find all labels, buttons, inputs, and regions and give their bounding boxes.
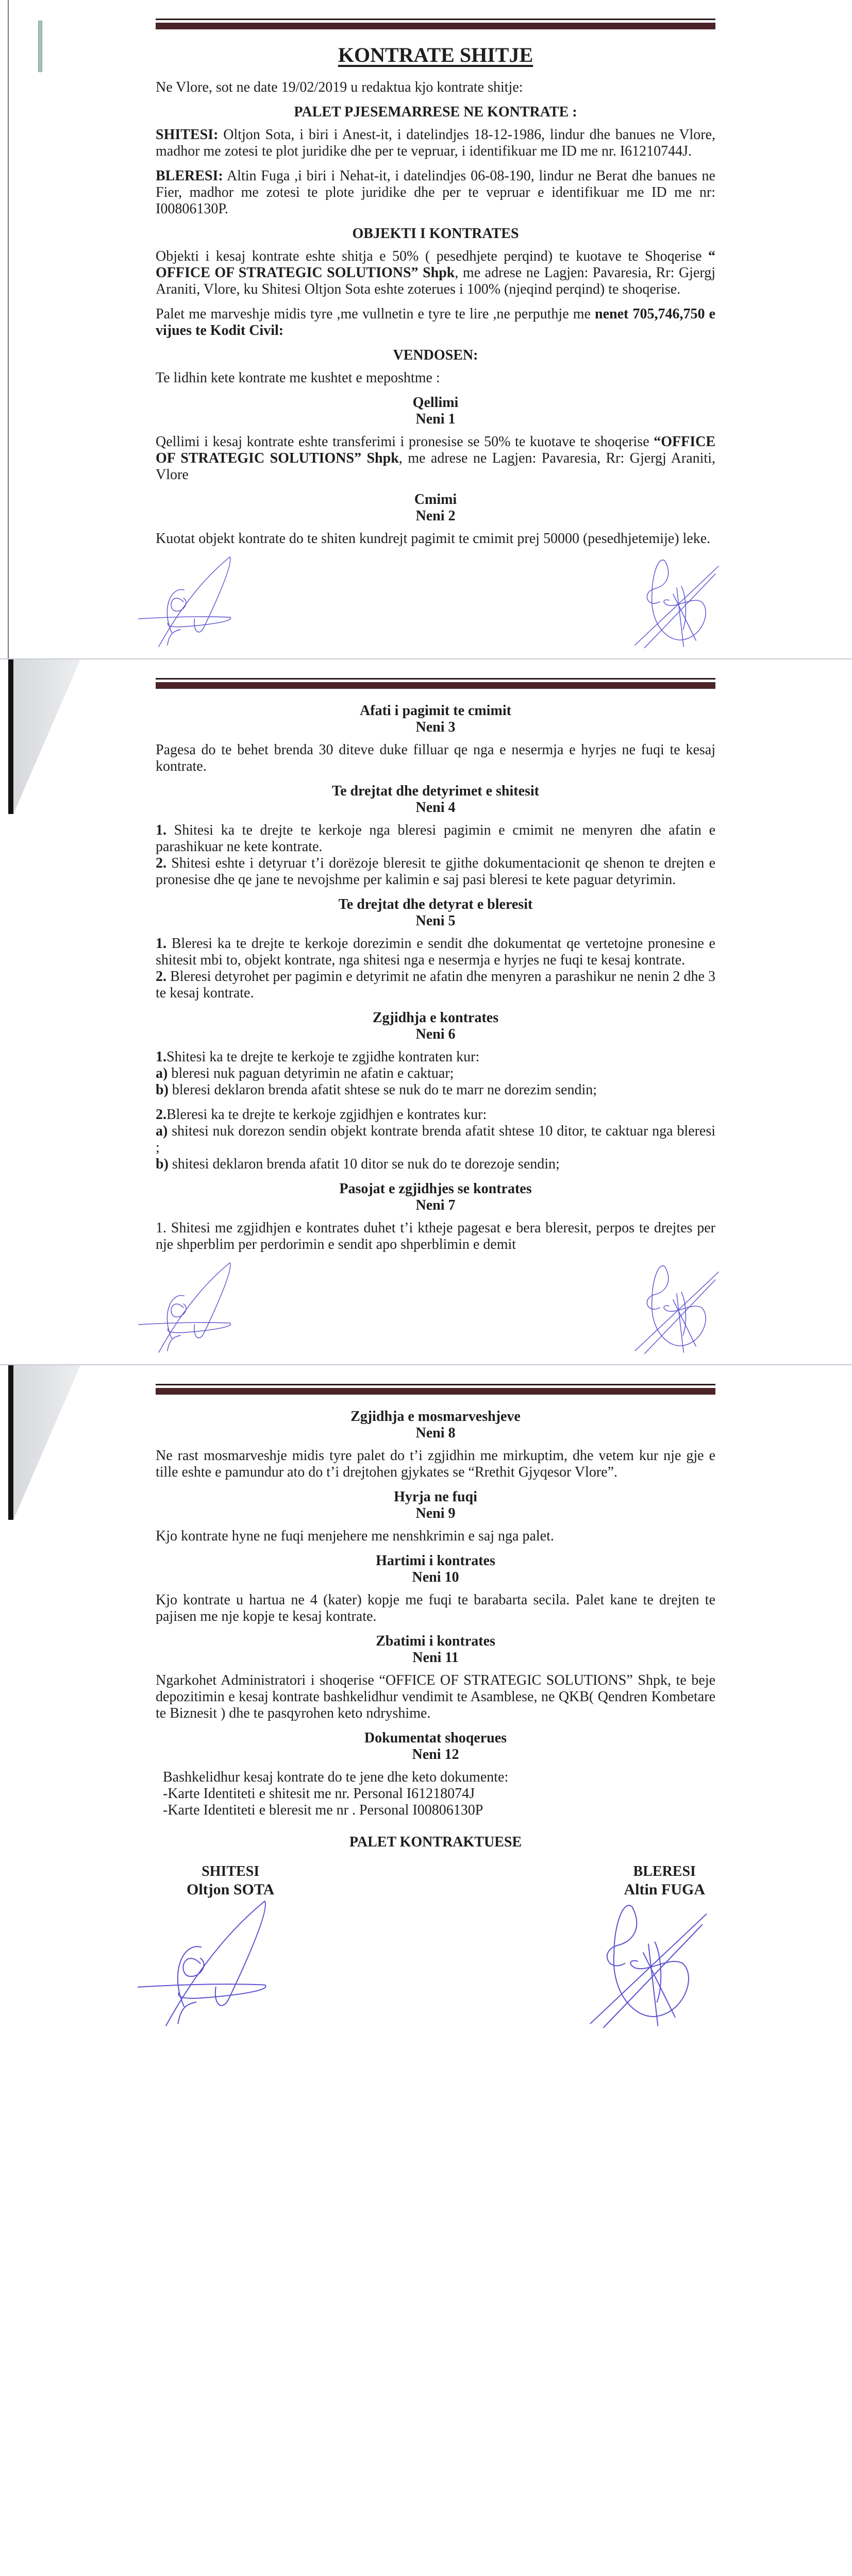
article-10-heading: Hartimi i kontrates Neni 10 [376,1553,495,1585]
signature-stroke [681,1292,686,1335]
signature-row [135,1899,726,2028]
signature-stroke [171,1304,186,1317]
seller-signature [135,1899,274,2028]
decided-heading: VENDOSEN: [393,347,478,363]
header-rule [156,19,715,30]
date-line: Ne Vlore, sot ne date 19/02/2019 u redaktua kjo kontrate shitje: [156,79,523,95]
buyer-paragraph: BLERESI: Altin Fuga ,i biri i Nehat-it, i datelindjes 06-08-190, lindur ne Berat dhe banues ne Fier, madhor me zotesi te plote juridike dhe per te vepruar e identifikuar me ID me nr: I00806130P. [156,168,715,217]
document-title: KONTRATE SHITJE [338,43,533,66]
object-paragraph: Objekti i kesaj kontrate eshte shitja e 50% ( pesedhjete perqind) te kuotave te Shoqerise “ OFFICE OF STRATEGIC SOLUTIONS” Shpk, me adrese ne Lagjen: Pavaresia, Rr: Gjergj Araniti, Vlore, ku Shitesi Oltjon Sota eshte zoterues i 100% (njeqind perqind) te shoqerise. [156,248,715,297]
scan-shadow [8,659,13,814]
signature-stroke [604,1925,703,2028]
seller-role: SHITESI [202,1863,260,1879]
signature-stroke [643,1953,675,2017]
buyer-signature [571,1899,726,2028]
page-edge [8,0,9,658]
buyer-signature [628,1261,726,1354]
signature-stroke [168,630,180,645]
signature-stroke [138,1984,266,1998]
article-10-text: Kjo kontrate u hartua ne 4 (kater) kopje me fuqi te barabarta secila. Palet kane te drejten te pajisen me nje kopje te kesaj kontrate. [156,1592,715,1624]
staple-icon [38,21,42,72]
conditions-intro: Te lidhin kete kontrate me kushtet e meposhtme : [156,370,440,386]
list-item: b) bleresi deklaron brenda afatit shtese se nuk do te marr ne dorezim sendin; [156,1082,597,1098]
article-8-text: Ne rast mosmarveshje midis tyre palet do t’i zgjidhin me mirkuptim, dhe vetem kur nje gje e tille eshte e pamundur ato do t’i drejtohen gjykates se “Rrethit Gjyqesor Vlore”. [156,1448,715,1480]
buyer-role: BLERESI [633,1863,696,1879]
list-item: a) bleresi nuk paguan detyrimin ne afatin e caktuar; [156,1065,454,1081]
article-12-heading: Dokumentat shoqerues Neni 12 [364,1730,507,1762]
buyer-label: BLERESI: [156,168,223,184]
signature-stroke [591,1914,707,2024]
article-5-heading: Te drejtat dhe detyrat e bleresit Neni 5 [338,896,533,929]
signature-stroke [168,1335,180,1351]
buyer-signatory [624,1863,706,1899]
buyer-signature [628,555,726,648]
signature-stroke [677,588,683,647]
signature-stroke [183,1958,204,1976]
header-rule [156,1384,715,1395]
article-6-heading: Zgjidhja e kontrates Neni 6 [372,1010,499,1042]
article-7-heading: Pasojat e zgjidhjes se kontrates Neni 7 [339,1181,532,1213]
article-1-heading: Qellimi Neni 1 [412,395,459,427]
signature-stroke [635,566,719,645]
signature-row [135,1261,726,1354]
article-12-documents: Bashkelidhur kesaj kontrate do te jene dhe keto dokumente: -Karte Identiteti e shitesit me nr. Personal I61218074J -Karte Identiteti e bleresit me nr . Personal I00806130P [156,1769,715,1819]
list-item: -Karte Identiteti e shitesit me nr. Personal I61218074J [163,1786,475,1802]
object-heading: OBJEKTI I KONTRATES [352,226,519,242]
agreement-paragraph: Palet me marveshje midis tyre ,me vullnetin e tyre te lire ,ne perputhje me nenet 705,746,750 e vijues te Kodit Civil: [156,306,715,338]
signature-stroke [644,574,715,648]
signature-stroke [159,557,230,647]
signature-stroke [681,586,686,630]
parties-heading: PALET PJESEMARRESE NE KONTRATE : [294,104,577,120]
scan-shadow [8,1365,13,1520]
seller-signatory [187,1863,274,1899]
list-item: 1. Bleresi ka te drejte te kerkoje dorezimin e sendit dhe dokumentat qe vertetojne pronesine e shitesit mbi to, objekt kontrate, nga shitesi nga e nesermja e hyrjes ne fuqi te kesaj kontrate. [156,936,715,968]
signatories-heading: PALET KONTRAKTUESE [349,1834,522,1850]
signatories [187,1863,705,1899]
page-fold [13,659,80,814]
article-2-text: Kuotat objekt kontrate do te shiten kundrejt pagimit te cmimit prej 50000 (pesedhjetemije) leke. [156,531,711,547]
seller-signature [135,555,238,648]
signature-stroke [139,1323,230,1333]
signature-stroke [677,1294,683,1352]
seller-signature [135,1261,238,1354]
seller-label: SHITESI: [156,127,219,143]
article-3-text: Pagesa do te behet brenda 30 diteve duke filluar qe nga e nesermja e hyrjes ne fuqi te kesaj kontrate. [156,742,715,774]
list-item: b) shitesi deklaron brenda afatit 10 ditor se nuk do te dorezoje sendin; [156,1156,560,1172]
article-3-heading: Afati i pagimit te cmimit Neni 3 [360,703,511,735]
signature-stroke [673,1300,696,1346]
article-8-heading: Zgjidhja e mosmarveshjeve Neni 8 [350,1409,521,1441]
signature-stroke [159,1263,230,1352]
signature-stroke [644,1280,715,1354]
seller-termination: 1.Shitesi ka te drejte te kerkoje te zgjidhe kontraten kur: a) bleresi nuk paguan detyrimin ne afatin e caktuar; b) bleresi deklaron brenda afatit shtese se nuk do te marr ne dorezim sendin; [156,1049,715,1098]
article-9-heading: Hyrja ne fuqi Neni 9 [394,1489,477,1521]
signature-stroke [673,594,696,640]
signature-stroke [166,1901,265,2026]
article-9-text: Kjo kontrate hyne ne fuqi menjehere me nenshkrimin e saj nga palet. [156,1528,554,1544]
signature-stroke [648,1944,658,2026]
page-3 [0,1364,852,2038]
buyer-name: Altin FUGA [624,1881,705,1898]
seller-name: Oltjon SOTA [187,1881,275,1898]
list-item: 2. Bleresi detyrohet per pagimin e detyrimit ne afatin dhe menyren a parashikur ne nenin 2 dhe 3 te kesaj kontrate. [156,969,715,1001]
signature-stroke [171,598,186,611]
article-11-heading: Zbatimi i kontrates Neni 11 [376,1633,495,1666]
page-1 [0,0,852,658]
seller-paragraph: SHITESI: Oltjon Sota, i biri i Anest-it, i datelindjes 18-12-1986, lindur dhe banues ne Vlore, madhor me zotesi te plot juridike dhe per te vepruar, i identifikuar me ID me nr. I61210744J. [156,127,715,159]
article-5-items [156,936,715,1002]
signature-row [135,555,726,648]
list-item: 2. Shitesi eshte i detyruar t’i dorëzoje bleresit te gjithe dokumentacionit qe shenon te drejten e pronesise dhe qe jane te nevojshme per kalimin e saj pasi bleresi te kete paguar detyrimin. [156,855,715,888]
article-2-heading: Cmimi Neni 2 [414,492,457,524]
page-2 [0,658,852,1364]
article-4-items [156,822,715,888]
list-item: -Karte Identiteti e bleresit me nr . Personal I00806130P [163,1802,483,1818]
header-rule [156,678,715,689]
signature-stroke [178,2002,196,2024]
signature-stroke [655,1942,661,2002]
article-7-text: 1. Shitesi me zgjidhjen e kontrates duhet t’i ktheje pagesat e bera bleresit, perpos te drejtes per nje shperblim per perdorimin e sendit apo shperblimin e demit [156,1220,715,1252]
list-item: a) shitesi nuk dorezon sendin objekt kontrate brenda afatit shtese 10 ditor, te caktuar nga bleresi ; [156,1123,715,1156]
signature-stroke [635,1272,719,1351]
buyer-termination: 2.Bleresi ka te drejte te kerkoje zgjidhjen e kontrates kur: a) shitesi nuk dorezon sendin objekt kontrate brenda afatit shtese 10 ditor, te caktuar nga bleresi ; b) shitesi deklaron brenda afatit 10 ditor se nuk do te dorezoje sendin; [156,1107,715,1172]
page-fold [13,1365,80,1520]
article-11-text: Ngarkohet Administratori i shoqerise “OFFICE OF STRATEGIC SOLUTIONS” Shpk, te beje depozitimin e kesaj kontrate bashkelidhur vendimit te Asamblese, ne QKB( Qendren Kombetare te Biznesit ) dhe te pasqyrohen keto ndryshime. [156,1672,715,1721]
list-item: 1. Shitesi ka te drejte te kerkoje nga bleresi pagimin e cmimit ne menyren dhe afatin e parashikuar ne kete kontrate. [156,822,715,855]
signature-stroke [139,617,230,627]
article-4-heading: Te drejtat dhe detyrimet e shitesit Neni 4 [331,783,540,816]
article-1-text: Qellimi i kesaj kontrate eshte transferimi i pronesise se 50% te kuotave te shoqerise “OFFICE OF STRATEGIC SOLUTIONS” Shpk, me adrese ne Lagjen: Pavaresia, Rr: Gjergj Araniti, Vlore [156,434,715,483]
